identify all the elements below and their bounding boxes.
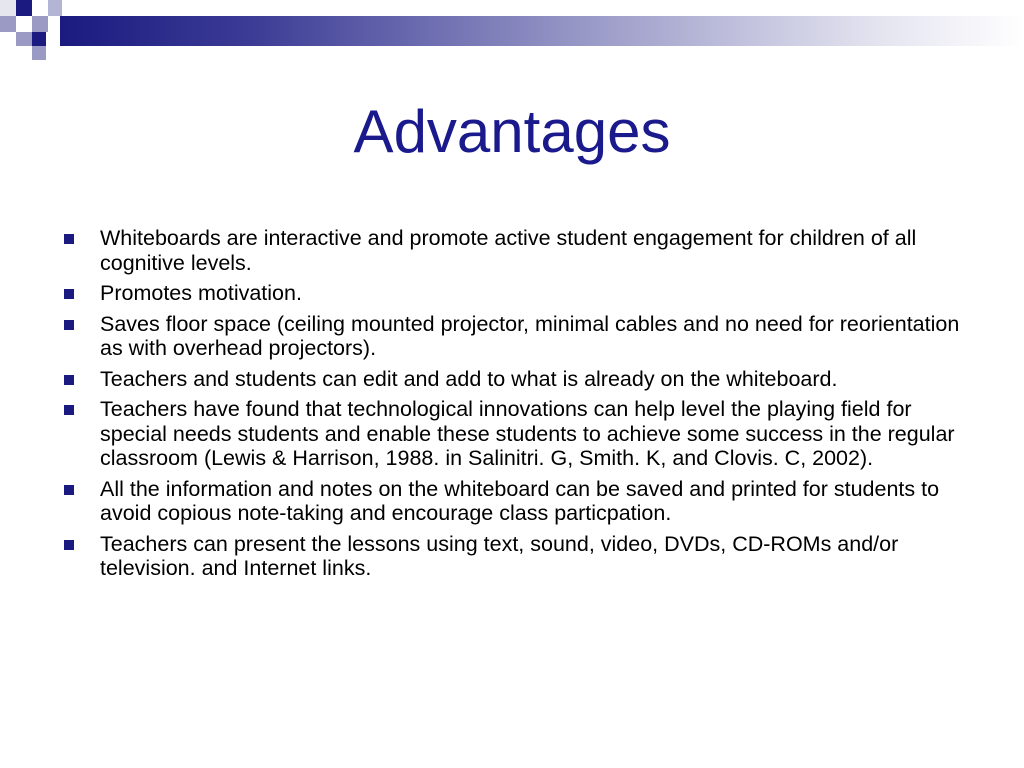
square-bullet-icon: [64, 234, 74, 244]
bullet-text: Promotes motivation.: [100, 281, 302, 305]
bullet-item: [60, 226, 970, 275]
decor-square: [0, 16, 16, 32]
decor-square: [16, 0, 32, 16]
square-bullet-icon: [64, 289, 74, 299]
square-bullet-icon: [64, 375, 74, 385]
decor-square: [0, 0, 16, 16]
bullet-text: All the information and notes on the whiteboard can be saved and printed for students to avoid copious note-taking and encourage class particpation.: [100, 476, 940, 525]
decor-square: [32, 16, 48, 32]
decor-square: [32, 46, 46, 60]
bullet-item: [60, 312, 970, 361]
decor-square: [48, 0, 62, 16]
square-bullet-icon: [64, 485, 74, 495]
bullet-item: [60, 367, 970, 392]
square-bullet-icon: [64, 405, 74, 415]
bullet-list: [60, 226, 970, 587]
decor-square: [32, 32, 46, 46]
square-bullet-icon: [64, 320, 74, 330]
bullet-item: [60, 397, 970, 471]
bullet-item: [60, 281, 970, 306]
bullet-text: Teachers have found that technological innovations can help level the playing field for special needs students and enable these students to achieve some success in the regular classroom (Lewis & Harrison, 1988. in Salinitri. G, Smith. K, and Clovis. C, 2002).: [100, 397, 955, 470]
bullet-text: Saves floor space (ceiling mounted projector, minimal cables and no need for reorientation as with overhead projectors).: [100, 311, 960, 360]
header-gradient-band: [60, 16, 1024, 46]
bullet-item: [60, 477, 970, 526]
bullet-text: Teachers can present the lessons using text, sound, video, DVDs, CD-ROMs and/or television. and Internet links.: [100, 531, 899, 580]
decor-square: [16, 16, 32, 32]
decor-square: [16, 32, 32, 46]
bullet-text: Teachers and students can edit and add to what is already on the whiteboard.: [100, 366, 838, 391]
bullet-text: Whiteboards are interactive and promote active student engagement for children of all cognitive levels.: [100, 226, 917, 275]
decor-square: [0, 32, 16, 46]
slide-title: Advantages: [353, 98, 671, 165]
decor-square: [32, 0, 48, 16]
bullet-item: [60, 532, 970, 581]
square-bullet-icon: [64, 540, 74, 550]
